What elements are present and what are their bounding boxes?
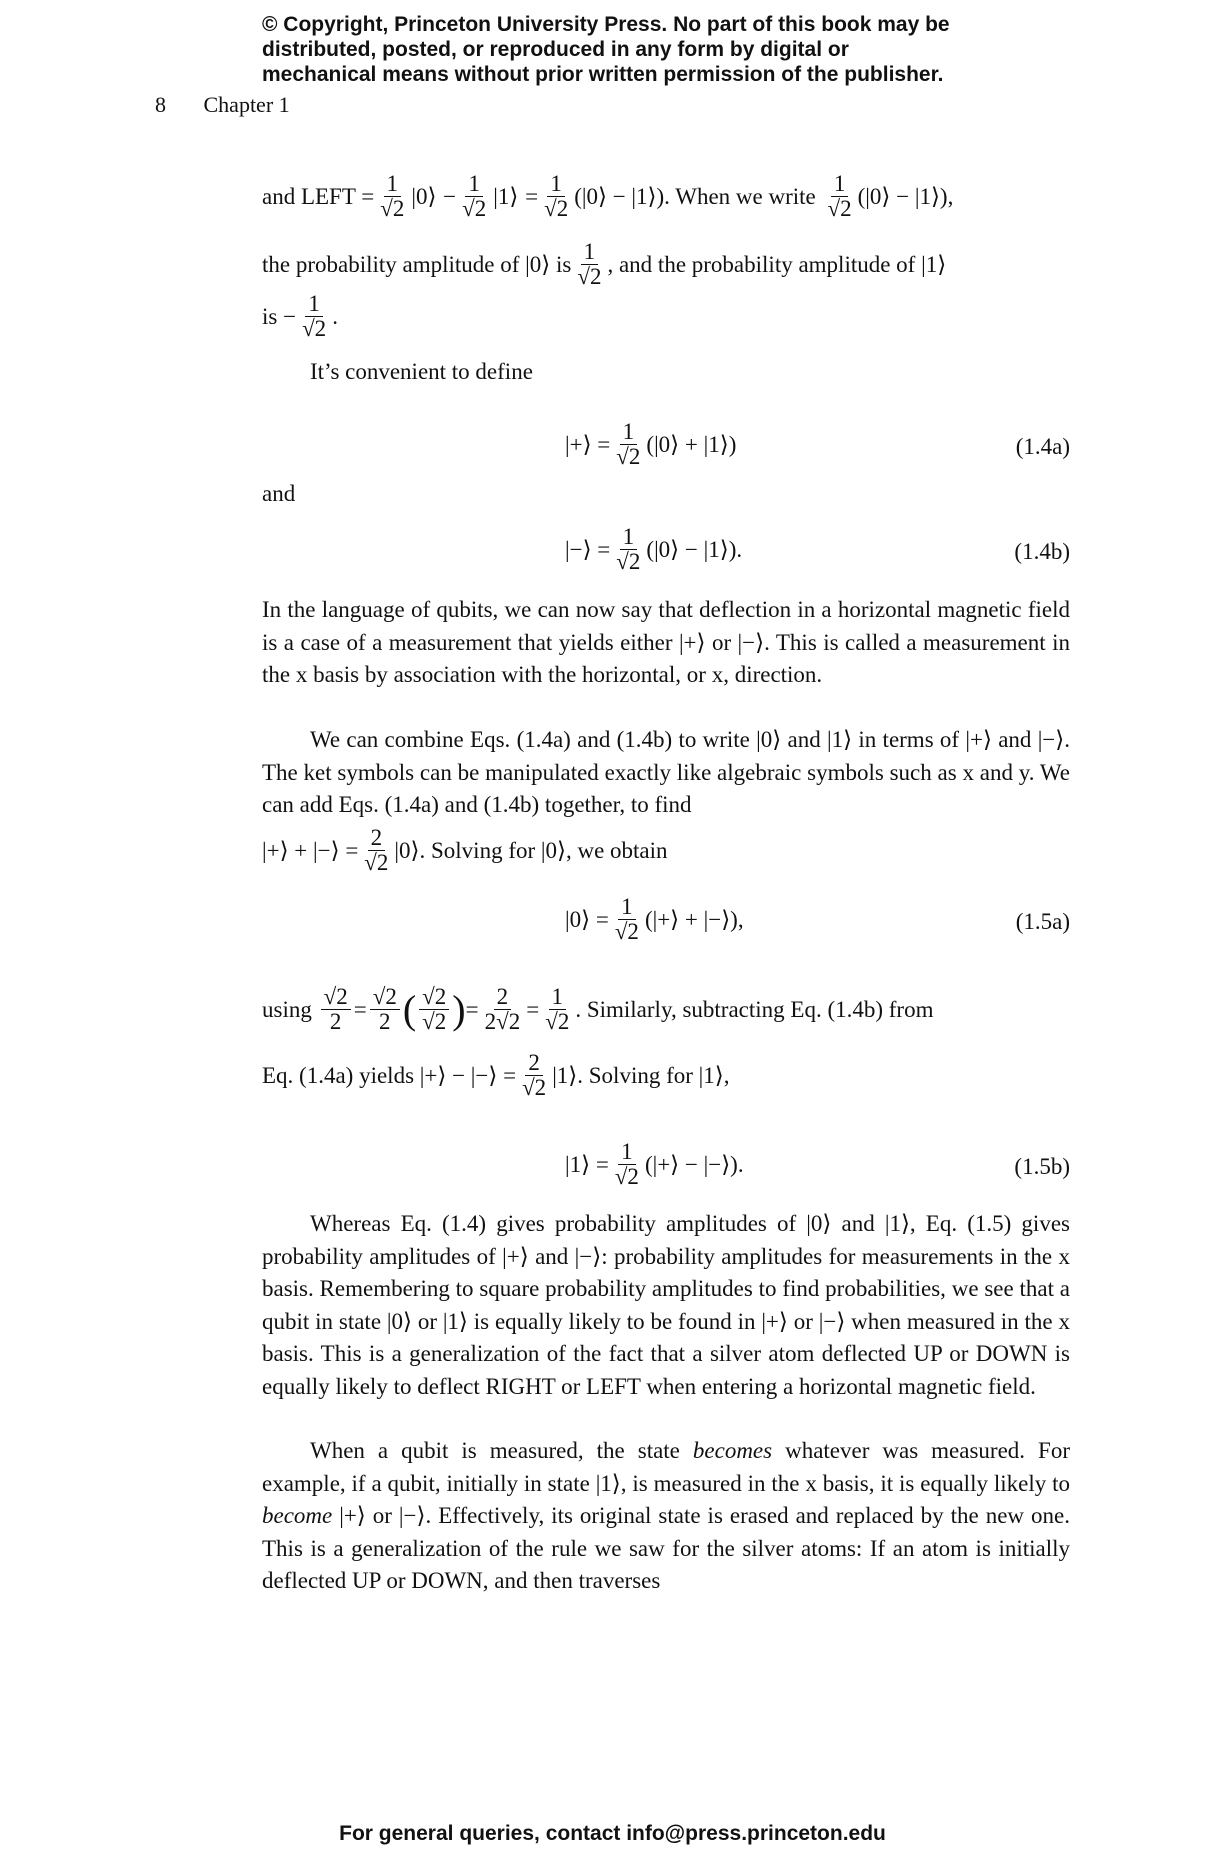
fraction: $\frac{1}{√2}$ — [827, 171, 852, 222]
fraction: $\frac{1}{√2}$ — [462, 171, 487, 222]
paragraph: Whereas Eq. (1.4) gives probability amplitudes of |0⟩ and |1⟩, Eq. (1.5) gives probability amplitudes of |+⟩ and |−⟩: probability amplitudes for measurements in the x basis. Remembering to square probability amplitudes to find probabilities, we see that a qubit in state |0⟩ or |1⟩ is equally likely to be found in |+⟩ or |−⟩ when measured in the x basis. This is a generalization of the fact that a silver atom deflected UP or DOWN is equally likely to deflect RIGHT or LEFT when entering a horizontal magnetic field. — [262, 1211, 1070, 1399]
copyright-notice: © Copyright, Princeton University Press. No part of this book may be distributed, posted, or reproduced in any form by digital or mechanical means without prior written permission of the publisher. — [262, 13, 950, 86]
fraction: $\frac{1}{√2}$ — [577, 239, 602, 290]
footer-contact: For general queries, contact info@press.princeton.edu — [339, 1822, 886, 1845]
fraction: $\frac{2}{2√2}$ — [484, 984, 521, 1035]
convenient-line: It’s convenient to define — [310, 359, 533, 384]
equation-1-5b: |1⟩ = $\frac{1}{√2}$ (|+⟩ − |−⟩) . — [565, 1139, 744, 1190]
running-head — [155, 92, 290, 118]
equation-number: (1.5a) — [1015, 909, 1070, 934]
amplitude-value-line: is − $\frac{1}{√2}$ . — [262, 291, 338, 342]
paragraph: When a qubit is measured, the state becomes whatever was measured. For example, if a qubit, initially in state |1⟩, is measured in the x basis, it is equally likely to become |+⟩ or |−⟩. Effectively, its original state is erased and replaced by the new one. This is a generalization of the rule we saw for the silver atoms: If an atom is initially deflected UP or DOWN, and then traverses — [262, 1438, 1070, 1594]
fraction: $\frac{1}{√2}$ — [544, 171, 569, 222]
difference-line: Eq. (1.4a) yields |+⟩ − |−⟩ = $\frac{2}{√2}$ |1⟩ . Solving for |1⟩, — [262, 1050, 730, 1101]
fraction: $\frac{1}{√2}$ — [614, 894, 639, 945]
paragraph: We can combine Eqs. (1.4a) and (1.4b) to write |0⟩ and |1⟩ in terms of |+⟩ and |−⟩. The ket symbols can be manipulated exactly like algebraic symbols such as x and y. We can add Eqs. (1.4a) and (1.4b) together, to find — [262, 727, 1070, 818]
page-number: 8 — [155, 92, 166, 117]
fraction: $\frac{1}{√2}$ — [380, 171, 405, 222]
fraction: $\frac{1}{√2}$ — [545, 984, 570, 1035]
fraction: $\frac{√2}{2}$ — [370, 985, 400, 1034]
fraction: $\frac{√2}{2}$ — [321, 985, 351, 1034]
fraction: $\frac{2}{√2}$ — [522, 1050, 547, 1101]
left-definition-line: and LEFT = $\frac{1}{√2}$ |0⟩ − $\frac{1}{√2}$ |1⟩ = $\frac{1}{√2}$ (|0⟩ − |1⟩) . When we write $\frac{1}{√2}$ (|0⟩ − |1⟩) , — [262, 171, 954, 222]
and-line: and — [262, 481, 296, 506]
using-line: using $\frac{√2}{2}$ = $\frac{√2}{2}$ ( $\frac{√2}{√2}$ ) = $\frac{2}{2√2}$ = $\frac{1}{√2}$ . Similarly, subtracting Eq. (1.4b) from — [262, 984, 934, 1035]
paragraph: In the language of qubits, we can now say that deflection in a horizontal magnetic field is a case of a measurement that yields either |+⟩ or |−⟩. This is called a measurement in the x basis by association with the horizontal, or x, direction. — [262, 597, 1070, 688]
chapter-label: Chapter 1 — [203, 92, 290, 117]
equation-1-5a: |0⟩ = $\frac{1}{√2}$ (|+⟩ + |−⟩) , — [565, 894, 744, 945]
fraction: $\frac{1}{√2}$ — [616, 419, 641, 470]
fraction: $\frac{2}{√2}$ — [364, 825, 389, 876]
fraction: $\frac{1}{√2}$ — [302, 291, 327, 342]
sum-line: |+⟩ + |−⟩ = $\frac{2}{√2}$ |0⟩ . Solving for |0⟩, we obtain — [262, 825, 668, 876]
fraction: $\frac{1}{√2}$ — [616, 524, 641, 575]
fraction: $\frac{1}{√2}$ — [614, 1139, 639, 1190]
fraction: $\frac{√2}{√2}$ — [419, 985, 449, 1034]
equation-1-4a: |+⟩ = $\frac{1}{√2}$ (|0⟩ + |1⟩) — [565, 419, 737, 470]
equation-number: (1.4b) — [1014, 539, 1070, 564]
amplitude-line: the probability amplitude of |0⟩ is $\frac{1}{√2}$ , and the probability amplitude of |1⟩ — [262, 239, 947, 290]
equation-number: (1.5b) — [1014, 1154, 1070, 1179]
equation-number: (1.4a) — [1015, 434, 1070, 459]
equation-1-4b: |−⟩ = $\frac{1}{√2}$ (|0⟩ − |1⟩) . — [565, 524, 743, 575]
